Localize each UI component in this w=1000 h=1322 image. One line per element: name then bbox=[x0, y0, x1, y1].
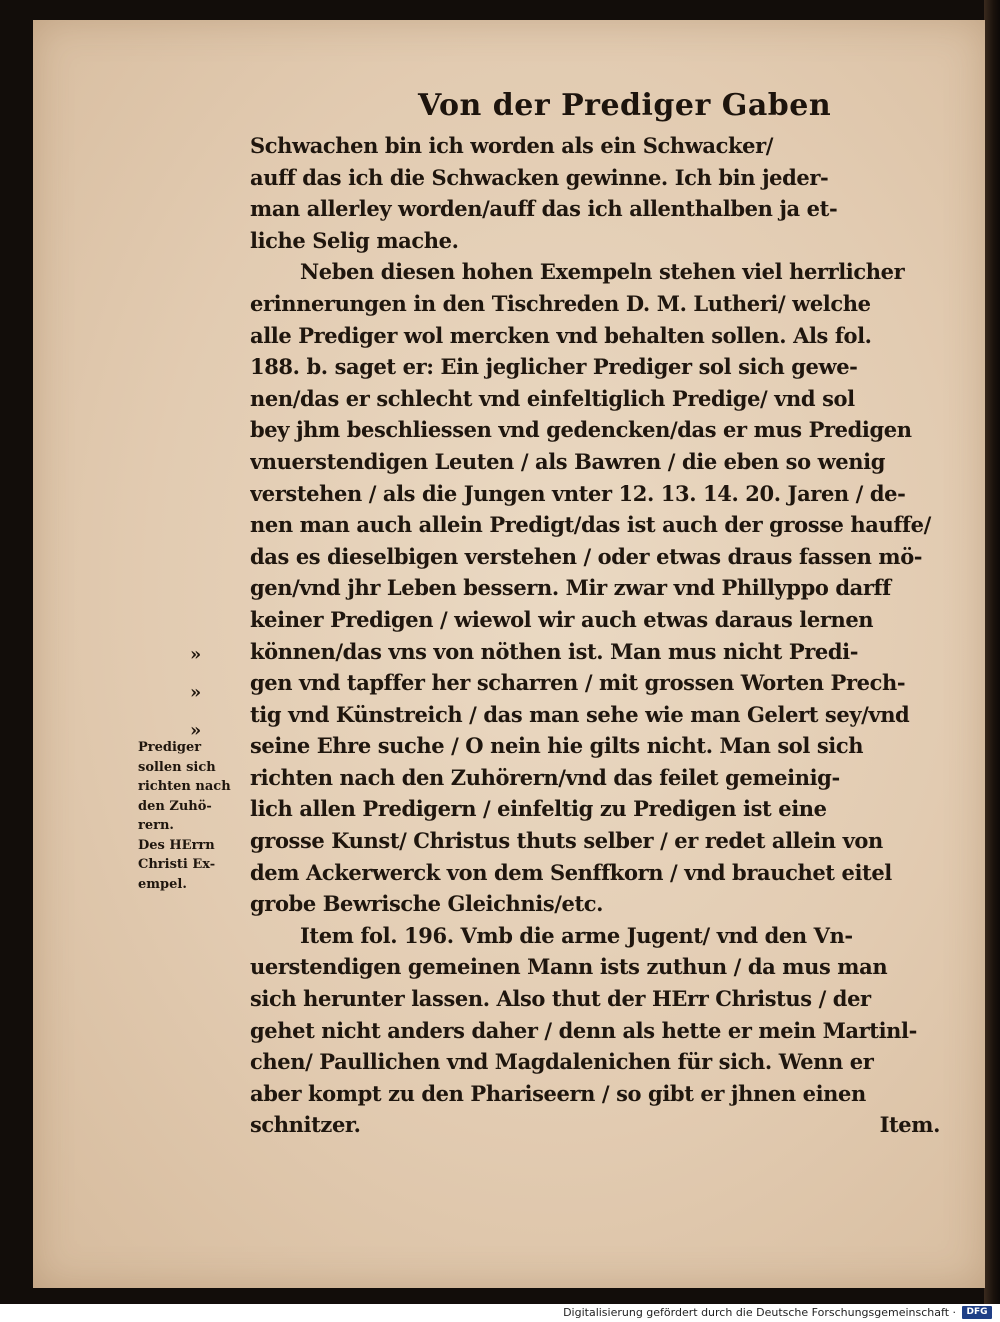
quote-mark: » bbox=[190, 644, 202, 665]
text-line: gehet nicht anders daher / denn als hette er mein Martinl- bbox=[250, 1017, 917, 1043]
text-line: aber kompt zu den Phariseern / so gibt er jhnen einen bbox=[250, 1080, 866, 1106]
marginal-note-line: den Zuhö- bbox=[138, 798, 212, 814]
marginal-note bbox=[138, 738, 263, 894]
text-line: gen/vnd jhr Leben bessern. Mir zwar vnd Phillyppo darff bbox=[250, 575, 891, 601]
text-line: tig vnd Künstreich / das man sehe wie man Gelert sey/vnd bbox=[250, 701, 910, 727]
text-line: nen/das er schlecht vnd einfeltiglich Predige/ vnd sol bbox=[250, 385, 855, 411]
text-line: gen vnd tapffer her scharren / mit grossen Worten Prech- bbox=[250, 670, 906, 696]
text-line: auff das ich die Schwacken gewinne. Ich bin jeder- bbox=[250, 164, 829, 190]
quotation-marks-margin bbox=[190, 636, 220, 750]
quote-mark: » bbox=[190, 720, 202, 741]
marginal-note-line: richten nach bbox=[138, 779, 231, 794]
text-line: uerstendigen gemeinen Mann ists zuthun / da mus man bbox=[250, 954, 888, 980]
text-line: schnitzer. bbox=[250, 1112, 361, 1138]
text-line: bey jhm beschliessen vnd gedencken/das er mus Predigen bbox=[250, 417, 912, 443]
text-line: richten nach den Zuhörern/vnd das feilet gemeinig- bbox=[250, 764, 840, 790]
funding-credit: Digitalisierung gefördert durch die Deutsche Forschungsgemeinschaft · bbox=[563, 1306, 956, 1319]
text-line: man allerley worden/auff das ich allenthalben ja et- bbox=[250, 196, 838, 222]
text-line: können/das vns von nöthen ist. Man mus nicht Predi- bbox=[250, 638, 859, 664]
text-line: Neben diesen hohen Exempeln stehen viel herrlicher bbox=[300, 259, 905, 285]
running-header: Von der Prediger Gaben bbox=[418, 88, 832, 123]
book-binding-edge bbox=[984, 0, 1000, 1304]
text-line: grosse Kunst/ Christus thuts selber / er redet allein von bbox=[250, 828, 883, 854]
marginal-note-line: Christi Ex- bbox=[138, 857, 216, 872]
text-line: grobe Bewrische Gleichnis/etc. bbox=[250, 891, 604, 917]
marginal-note-line: rern. bbox=[138, 818, 174, 833]
quote-mark: » bbox=[190, 682, 202, 703]
text-line: alle Prediger wol mercken vnd behalten sollen. Als fol. bbox=[250, 322, 872, 348]
text-line: seine Ehre suche / O nein hie gilts nicht. Man sol sich bbox=[250, 733, 864, 759]
text-line: sich herunter lassen. Also thut der HErr Christus / der bbox=[250, 986, 871, 1012]
text-line: vnuerstendigen Leuten / als Bawren / die eben so wenig bbox=[250, 448, 885, 474]
text-line: liche Selig mache. bbox=[250, 227, 459, 253]
marginal-note-line: Prediger bbox=[138, 740, 202, 755]
text-line: verstehen / als die Jungen vnter 12. 13. 14. 20. Jaren / de- bbox=[250, 480, 906, 506]
text-line: Item fol. 196. Vmb die arme Jugent/ vnd den Vn- bbox=[300, 922, 853, 948]
body-text bbox=[250, 130, 940, 1141]
marginal-note-line: Des HErrn bbox=[138, 837, 215, 853]
text-line: das es dieselbigen verstehen / oder etwas draus fassen mö- bbox=[250, 543, 923, 569]
text-line: erinnerungen in den Tischreden D. M. Lutheri/ welche bbox=[250, 290, 871, 316]
text-line: 188. b. saget er: Ein jeglicher Prediger sol sich gewe- bbox=[250, 354, 858, 380]
text-line: lich allen Predigern / einfeltig zu Predigen ist eine bbox=[250, 796, 827, 822]
marginal-note-line: empel. bbox=[138, 876, 187, 892]
text-line: chen/ Paullichen vnd Magdalenichen für sich. Wenn er bbox=[250, 1049, 874, 1075]
catchword: Item. bbox=[879, 1112, 940, 1138]
text-line: Schwachen bin ich worden als ein Schwacker/ bbox=[250, 133, 774, 158]
text-line: keiner Predigen / wiewol wir auch etwas daraus lernen bbox=[250, 606, 874, 632]
text-line: nen man auch allein Predigt/das ist auch der grosse hauffe/ bbox=[250, 512, 931, 538]
marginal-note-line: sollen sich bbox=[138, 759, 216, 775]
dfg-logo: DFG bbox=[962, 1306, 992, 1319]
text-line: dem Ackerwerck von dem Senffkorn / vnd brauchet eitel bbox=[250, 859, 892, 885]
